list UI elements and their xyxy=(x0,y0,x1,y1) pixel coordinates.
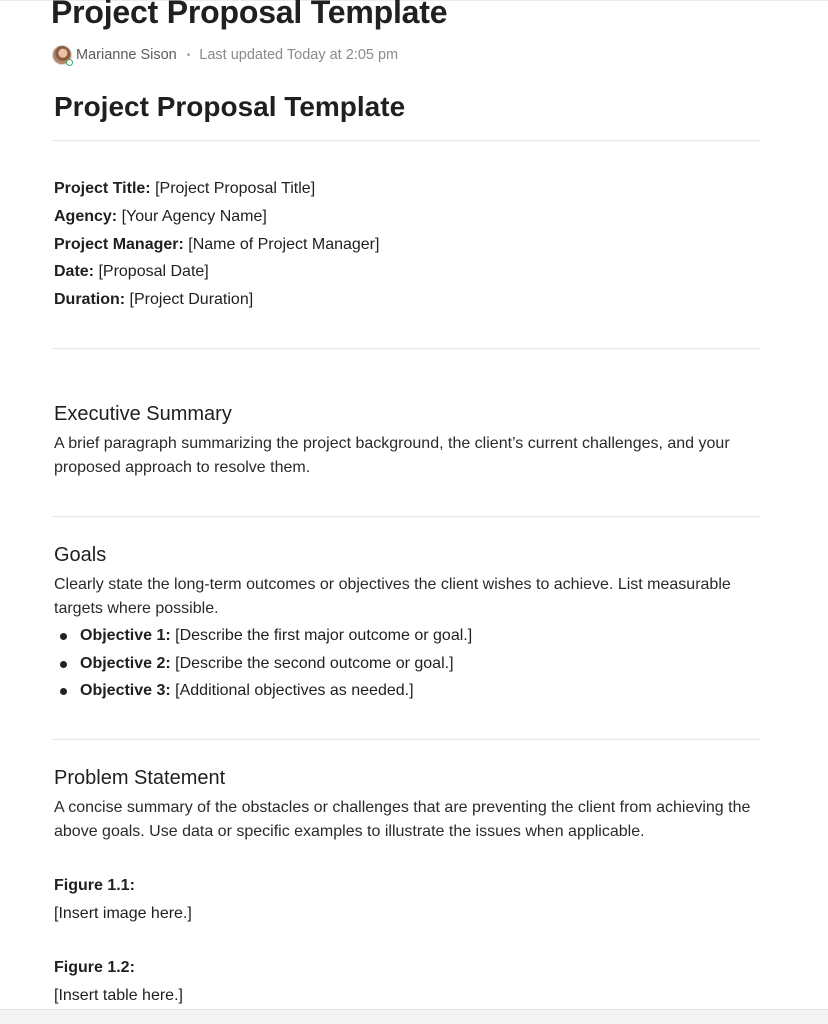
objective-label: Objective 3: xyxy=(80,682,171,699)
problem-statement-text: A concise summary of the obstacles or challenges that are preventing the client from achieving the above goals. Use data or specific examples to illustrate the issues when applicable. xyxy=(54,799,751,840)
info-project-title xyxy=(54,177,315,201)
objective-value: [Describe the first major outcome or goal.] xyxy=(170,627,473,644)
info-label: Project Manager: xyxy=(54,236,184,253)
section-heading-problem-statement: Problem Statement xyxy=(54,767,226,789)
page-heading: Project Proposal Template xyxy=(54,91,406,122)
info-agency xyxy=(54,205,267,229)
info-value: [Your Agency Name] xyxy=(117,208,267,225)
section-heading-executive-summary: Executive Summary xyxy=(54,403,232,425)
info-value: [Project Duration] xyxy=(125,291,254,308)
info-date xyxy=(54,260,209,284)
document-title[interactable]: Project Proposal Template xyxy=(51,0,448,30)
meta-separator: • xyxy=(186,49,191,61)
info-value: [Name of Project Manager] xyxy=(183,236,380,253)
document-meta xyxy=(52,44,398,66)
figure-placeholder: [Insert table here.] xyxy=(54,987,183,1004)
objective-label: Objective 2: xyxy=(80,655,171,672)
bottom-bar xyxy=(0,1009,828,1024)
online-status-icon xyxy=(66,59,73,66)
figure-label: Figure 1.2: xyxy=(54,959,135,976)
executive-summary-text: A brief paragraph summarizing the project background, the client’s current challenges, and your proposed approach to resolve them. xyxy=(54,435,730,476)
avatar[interactable] xyxy=(52,45,72,65)
divider xyxy=(52,140,760,141)
divider xyxy=(52,348,760,349)
info-label: Project Title: xyxy=(54,180,151,197)
section-heading-goals: Goals xyxy=(54,544,107,566)
bullet-icon xyxy=(60,633,67,640)
objective-value: [Additional objectives as needed.] xyxy=(170,682,414,699)
info-label: Duration: xyxy=(54,291,126,308)
info-value: [Project Proposal Title] xyxy=(150,180,316,197)
bullet-icon xyxy=(60,661,67,668)
divider xyxy=(52,739,760,740)
info-label: Agency: xyxy=(54,208,118,225)
figure-placeholder: [Insert image here.] xyxy=(54,905,192,922)
objective-value: [Describe the second outcome or goal.] xyxy=(170,655,454,672)
divider xyxy=(52,516,760,517)
info-project-manager xyxy=(54,233,379,257)
figure-label: Figure 1.1: xyxy=(54,877,135,894)
last-updated-text: Last updated Today at 2:05 pm xyxy=(199,47,399,63)
objective-label: Objective 1: xyxy=(80,627,171,644)
bullet-icon xyxy=(60,688,67,695)
info-duration xyxy=(54,288,253,312)
author-name[interactable]: Marianne Sison xyxy=(76,47,177,63)
info-value: [Proposal Date] xyxy=(94,263,209,280)
goals-text: Clearly state the long-term outcomes or objectives the client wishes to achieve. List measurable targets where possible. xyxy=(54,576,731,617)
info-label: Date: xyxy=(54,263,95,280)
